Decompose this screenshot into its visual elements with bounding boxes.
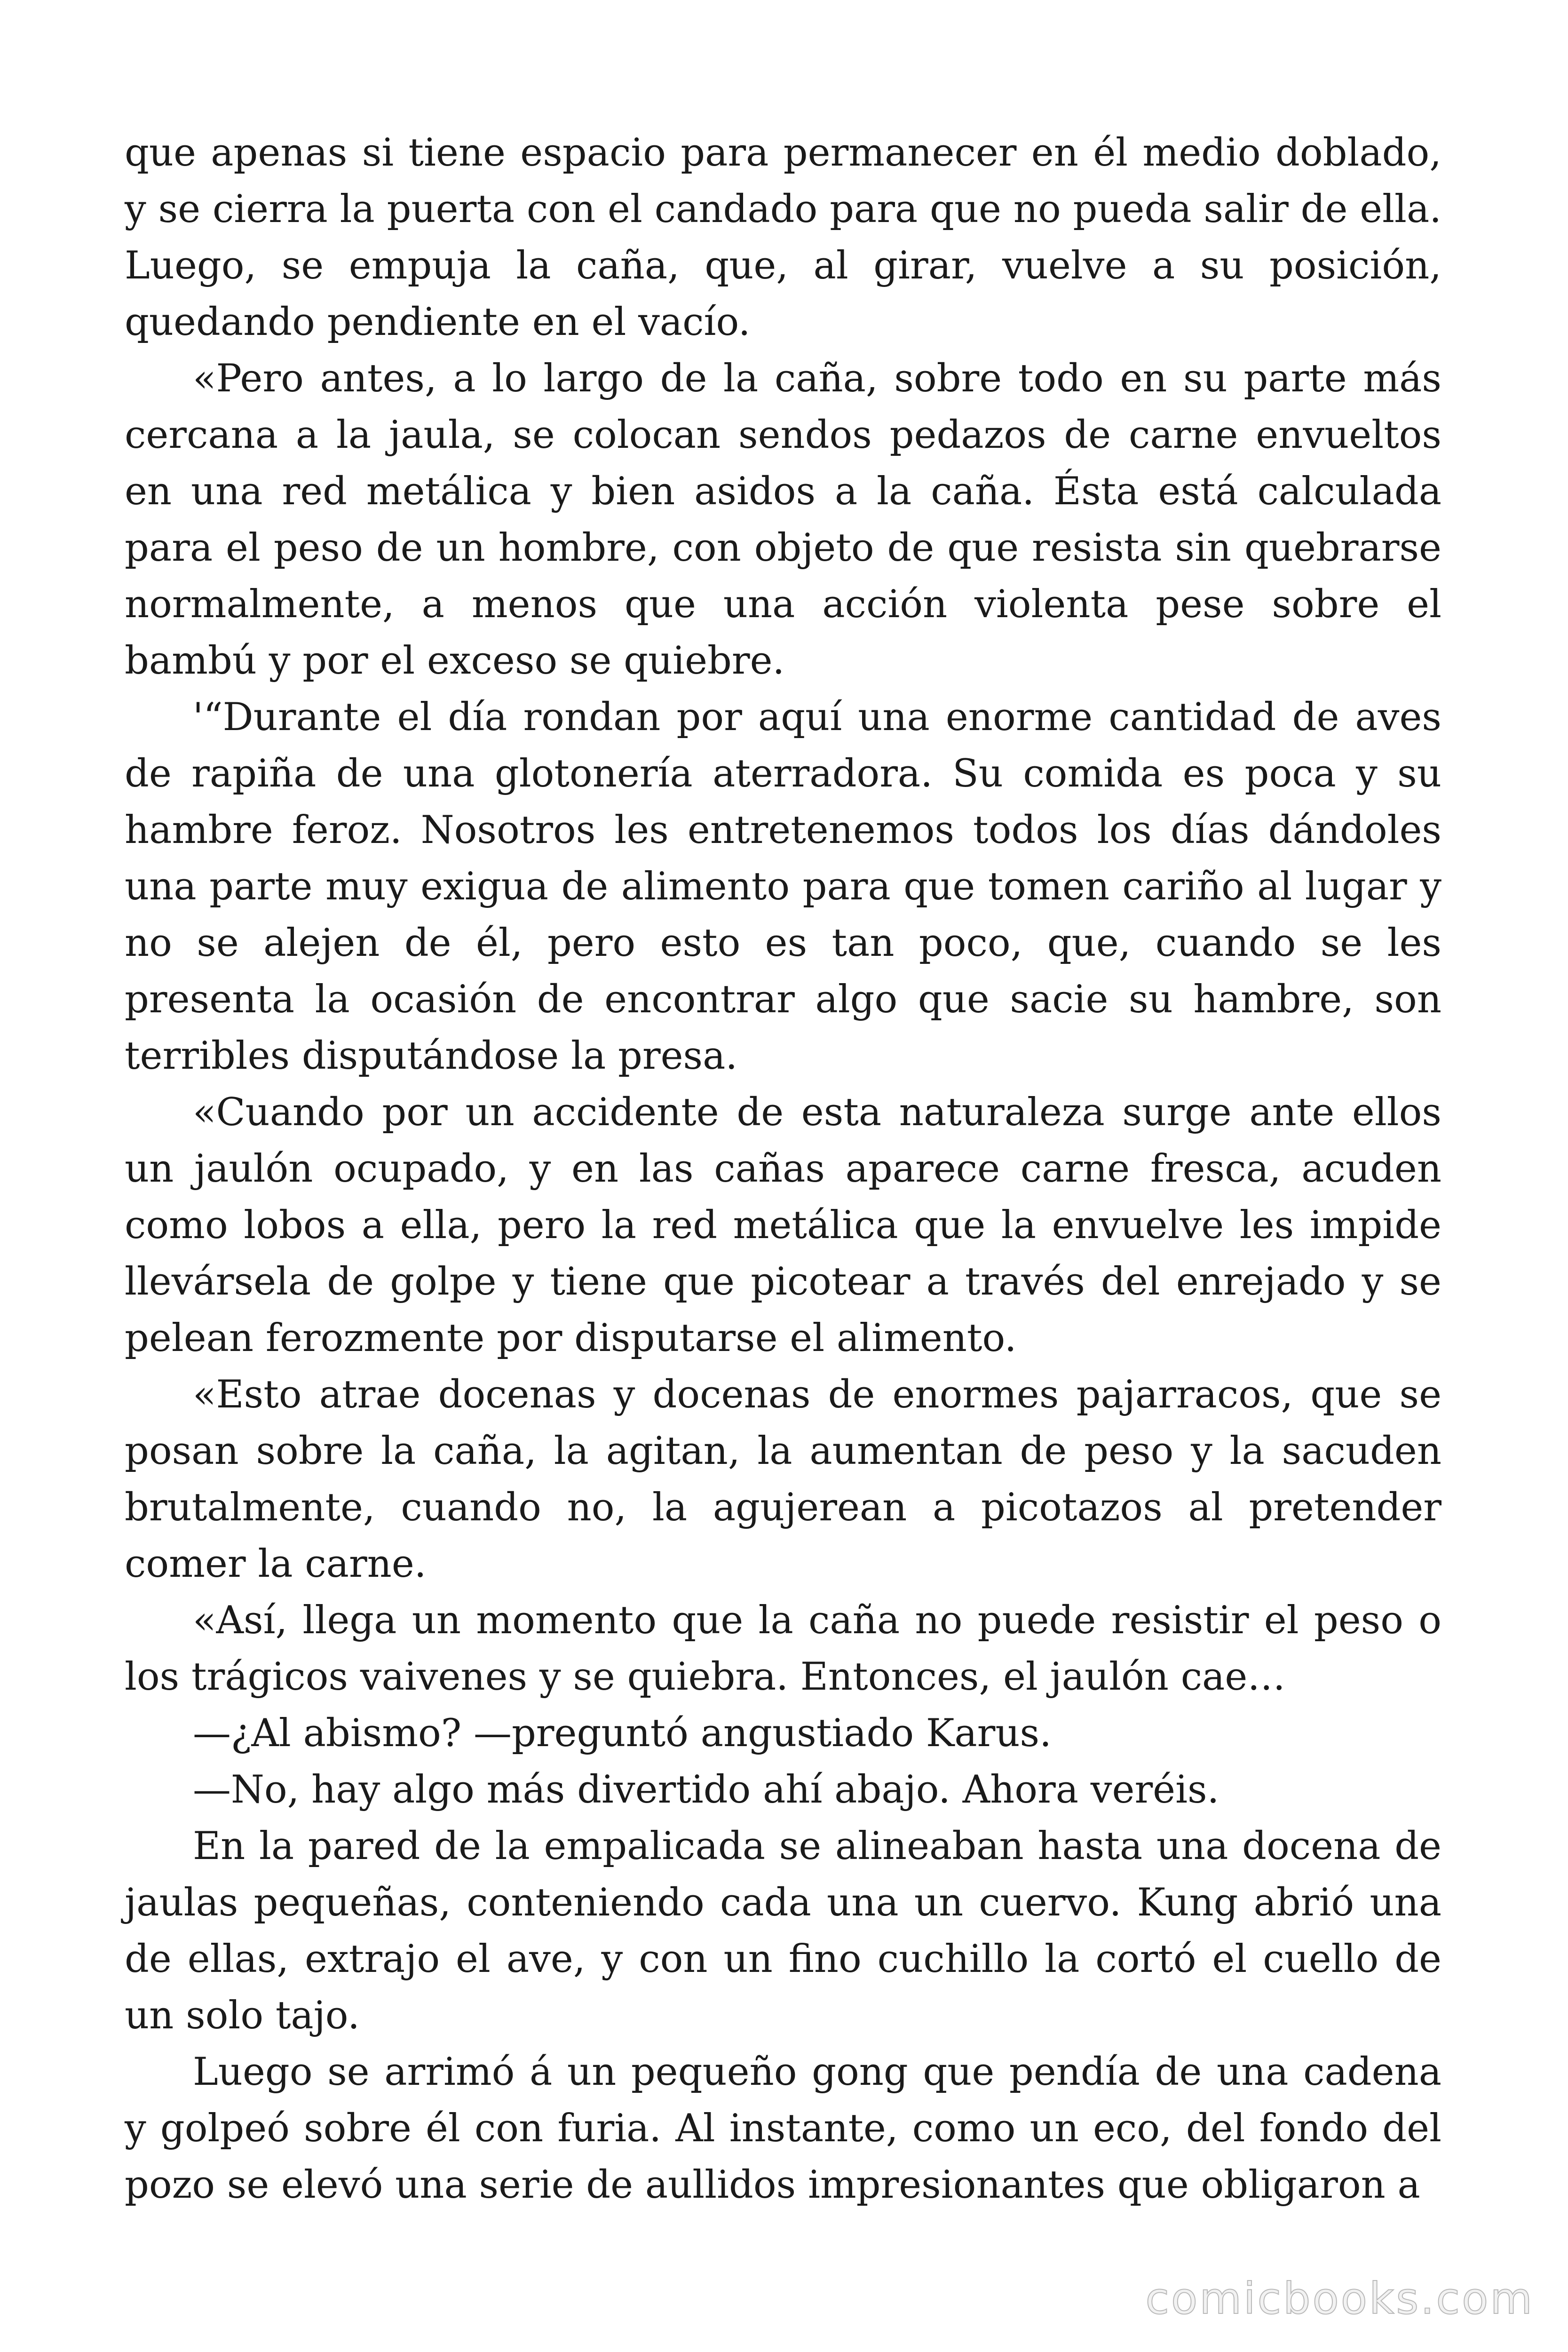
dialogue-reply: —No, hay algo más divertido ahí abajo. Ahora veréis.: [193, 1768, 1220, 1812]
paragraph-10: Luego se arrimó á un pequeño gong que pendía de una cadena y golpeó sobre él con furia. Al instante, como un eco, del fondo del pozo se elevó una serie de aullidos impresionantes que obligaron a: [125, 2050, 1441, 2207]
paragraph-1: que apenas si tiene espacio para permanecer en él medio doblado, y se cierra la puerta con el candado para que no pueda salir de ella. Luego, se empuja la caña, que, al girar, vuelve a su posición, quedando pendiente en el vacío.: [125, 131, 1441, 344]
paragraph-4: «Cuando por un accidente de esta naturaleza surge ante ellos un jaulón ocupado, y en las cañas aparece carne fresca, acuden como lobos a ella, pero la red metálica que la envuelve les impide llevársela de golpe y tiene que picotear a través del enrejado y se pelean ferozmente por disputarse el alimento.: [125, 1090, 1441, 1360]
paragraph-6: «Así, llega un momento que la caña no puede resistir el peso o los trágicos vaivenes y se quiebra. Entonces, el jaulón cae…: [125, 1598, 1441, 1699]
paragraph-5: «Esto atrae docenas y docenas de enormes pajarracos, que se posan sobre la caña, la agitan, la aumentan de peso y la sacuden brutalmente, cuando no, la agujerean a picotazos al pretender comer la carne.: [125, 1373, 1441, 1586]
paragraph-2: «Pero antes, a lo largo de la caña, sobre todo en su parte más cercana a la jaula, se colocan sendos pedazos de carne envueltos en una red metálica y bien asidos a la caña. Ésta está calculada para el peso de un hombre, con objeto de que resista sin quebrarse normalmente, a menos que una acción violenta pese sobre el bambú y por el exceso se quiebre.: [125, 357, 1441, 683]
paragraph-9: En la pared de la empalicada se alineaban hasta una docena de jaulas pequeñas, conteniendo cada una un cuervo. Kung abrió una de ellas, extrajo el ave, y con un fino cuchillo la cortó el cuello de un solo tajo.: [125, 1824, 1441, 2038]
dialogue-karus: —¿Al abismo? —preguntó angustiado Karus.: [193, 1711, 1052, 1756]
watermark: comicbooks.com: [1145, 2273, 1534, 2324]
page-text: [125, 125, 1441, 2213]
paragraph-3: '“Durante el día rondan por aquí una enorme cantidad de aves de rapiña de una glotonería aterradora. Su comida es poca y su hambre feroz. Nosotros les entretenemos todos los días dándoles una parte muy exigua de alimento para que tomen cariño al lugar y no se alejen de él, pero esto es tan poco, que, cuando se les presenta la ocasión de encontrar algo que sacie su hambre, son terribles disputándose la presa.: [125, 695, 1441, 1078]
